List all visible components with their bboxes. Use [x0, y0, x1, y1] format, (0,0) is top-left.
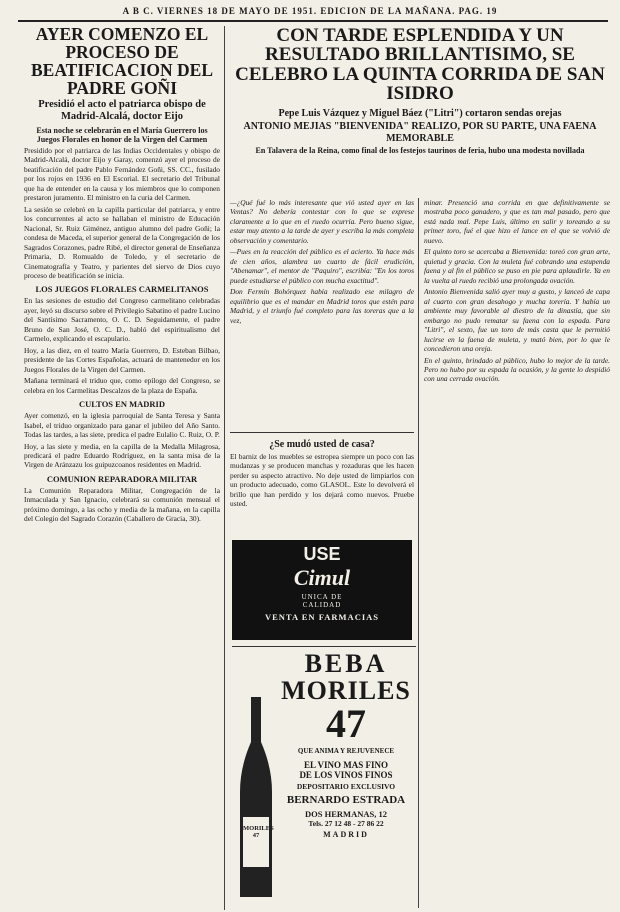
paragraph: La sesión se celebró en la capilla particular del patriarca, y entre los concurrentes al acto se hallaban el ministro de Educación Nacional, Sr. Ruiz Giménez, antiguo alumno del padre Goñi; la condesa de Maceda, el superior general de la Congregación de los Sagrados Corazones, padre Ribé, el director general de Enseñanza Primaria, D. Romualdo de Toledo, y el secretario de Cinematografía y Teatro, y parientes del siervo de Dios cuyo proceso de beatificación se inicia. [24, 204, 220, 280]
main-title-corrida: CON TARDE ESPLENDIDA Y UN RESULTADO BRILLANTISIMO, SE CELEBRO LA QUINTA CORRIDA DE SAN ISIDRO [235, 26, 605, 105]
page-header: A B C. VIERNES 18 DE MAYO DE 1951. EDICION DE LA MAÑANA. PAG. 19 [122, 6, 498, 16]
paragraph: Mañana terminará el triduo que, como epílogo del Congreso, se celebra en los Carmelitas Descalzos de la plaza de España. [24, 376, 220, 395]
middle-column-text [230, 198, 414, 428]
glasol-box-text: El barniz de los muebles se estropea siempre un poco con las mudanzas y se producen manchas y rozaduras que les hacen perder su aspecto atractivo. No deje usted de limpiarlos con un producto adecuado, como GLASOL. Este lo devolverá el brillo que han perdido y los dejará como nuevos. Pruebe usted. [230, 452, 414, 509]
ad-moriles-number: 47 [326, 701, 366, 747]
ad-cimul [232, 540, 412, 640]
paragraph: La Comunión Reparadora Militar, Congregación de la Inmaculada y San Ignacio, celebrará su comunión mensual el próximo domingo, a las ocho y media de la mañana, en la capilla del Colegio del Sagrado Corazón (Caballero de Gracia, 30). [24, 485, 220, 524]
main-subtitle-orejas: Pepe Luis Vázquez y Miguel Báez ("Litri") cortaron sendas orejas [278, 107, 562, 119]
right-column-text [424, 198, 610, 908]
section-heading-comunion: COMUNION REPARADORA MILITAR [46, 473, 198, 484]
ad-moriles-address: DOS HERMANAS, 12 [305, 809, 387, 820]
paragraph: El quinto toro se acercaba a Bienvenida: toreó con gran arte, quietud y gracia. Con la muleta fué cobrando una estupenda faena y al fin el público se puso en pie para aplaudirle. Ya en la vuelta al ruedo recibió una prolongada ovación. [424, 247, 610, 285]
ad-moriles-bottle [236, 697, 276, 902]
paragraph: —¿Qué fué lo más interesante que vió usted ayer en las Ventas? No debería contestar con lo que se exprese claramente a lo que en el ruedo ocurría. Pero bueno sigue, estar muy atento a la tarde de ayer y escriba la más completa observación y comentario. [230, 198, 414, 245]
ad-cimul-sale: VENTA EN FARMACIAS [264, 612, 380, 622]
main-header [230, 26, 610, 196]
section-heading-juegos: LOS JUEGOS FLORALES CARMELITANOS [35, 284, 209, 295]
paragraph: Presidido por el patriarca de las Indias Occidentales y obispo de Madrid-Alcalá, doctor Eijo y Garay, comenzó ayer el proceso de beatificación del padre Pablo Fernández Goñi, SS. CC., fusilado por los rojos en 1936 en El Escorial. El secretario del Tribunal que ha de entender en la causa y los miembros que lo componen prestaron juramento. El ministro en la curia del Carmen. [24, 145, 220, 203]
ad-moriles-line5: EL VINO MAS FINO [303, 760, 389, 771]
main-subtitle-talavera: En Talavera de la Reina, como final de los festejos taurinos de feria, hubo una modesta novillada [255, 146, 585, 155]
paragraph: Hoy, a las diez, en el teatro María Guerrero, D. Esteban Bilbao, presidente de las Cortes Españolas, actuará de mantenedor en los Juegos Florales de la Virgen del Carmen. [24, 345, 220, 374]
section-heading-cultos: CULTOS EN MADRID [79, 399, 165, 410]
ad-moriles-beba: BEBA [304, 649, 388, 678]
paragraph: Hoy, a las siete y media, en la capilla de la Medalla Milagrosa, predicará el padre Eduardo Rodríguez, en la santa misa de la Virgen de Aránzazu los guipuzcoanos residentes en Madrid. [24, 441, 220, 470]
paragraph: Ayer comenzó, en la iglesia parroquial de Santa Teresa y Santa Isabel, el triduo organizado para ganar el jubileo del Año Santo. Todas las tardes, a las siete, predica el padre Eulalio C. Ruiz, O. P. [24, 411, 220, 440]
ad-moriles-name: MORILES [281, 676, 411, 705]
glasol-box [230, 432, 414, 535]
ad-cimul-tagline1: UNICA DE [301, 593, 343, 601]
article-subtitle-goni: Presidió el acto el patriarca obispo de Madrid-Alcalá, doctor Eijo [38, 99, 206, 123]
ad-moriles-slogan: QUE ANIMA Y REJUVENECE [297, 747, 395, 756]
paragraph: —Pues en la reacción del público es el acierto. Ya hace más de cien años, alambra un cuarto de fácil erudición, "Abenamar", el mentor de "Paquiro", escribía: "En los toros puede estudiarse el público con mucha exactitud". [230, 247, 414, 285]
ad-moriles [232, 646, 416, 909]
ad-moriles-phones: Tels. 27 12 48 - 27 86 22 [308, 819, 384, 829]
paragraph: En el quinto, brindado al público, hubo lo mejor de la tarde. Pero no hubo por su espada la ocasión, y la gente lo despidió con una cerrada ovación. [424, 355, 610, 384]
ad-cimul-product: Cimul [293, 565, 351, 590]
header-rule [18, 20, 608, 22]
paragraph: Don Fermín Bohórquez había realizado ese milagro de equilibrio que es el mandar en Madrid toros que estén para Madrid, y el triunfo fué completo para las toreras que a la vez, [230, 287, 414, 325]
ad-cimul-brand: USE [303, 544, 341, 564]
ad-moriles-distributor: BERNARDO ESTRADA [286, 794, 406, 807]
ad-cimul-tagline2: CALIDAD [302, 601, 342, 609]
paragraph: Antonio Bienvenida salió ayer muy a gusto, y lanceó de capa al cuarto con gran desahogo y mucha torería. Y había un ambiente muy favorable al diestro de la dinastía, que sin embargo no pudo rematar su faena con la espada. Para "Litri", el sexto, fue un toro de más casta que le permitió lucirse en la faena de muleta, y mató bien, por lo que le concedieron una oreja. [424, 287, 610, 354]
ad-moriles-line7: DEPOSITARIO EXCLUSIVO [296, 782, 396, 792]
ad-moriles-city: MADRID [323, 830, 369, 840]
column-divider [418, 198, 419, 908]
bottle-icon [236, 697, 276, 902]
article-subtitle-juegos: Esta noche se celebrarán en el María Guerrero los Juegos Florales en honor de la Virgen del Carmen [36, 125, 208, 144]
left-column [24, 26, 220, 910]
column-divider [224, 26, 225, 910]
ad-moriles-bottle-label: MORILES 47 [243, 825, 274, 840]
ad-moriles-line6: DE LOS VINOS FINOS [299, 770, 393, 781]
main-subtitle-bienvenida: ANTONIO MEJIAS "BIENVENIDA" REALIZO, POR SU PARTE, UNA FAENA MEMORABLE [243, 121, 597, 144]
paragraph: minar. Presenció una corrida en que definitivamente se mostraba poco ganadero, y que es tan mal pasado, pero que está nada mal. Pepe Luis, último en salir y toreando a su primer toro, fué el que hizo el lance en el que se volvió de nuevo. [424, 198, 610, 245]
article-title-goni: AYER COMENZO EL PROCESO DE BEATIFICACION DEL PADRE GOÑI [31, 26, 213, 98]
paragraph: En las sesiones de estudio del Congreso carmelitano celebradas ayer, leyó su discurso sobre el Privilegio Sabatino el padre Lucino del Santísimo Sacramento, O. C. D. Seguidamente, el padre Bruno de San José, O. C. D., habló del espiritualismo del Carmelo, explicando el escapulario. [24, 296, 220, 344]
glasol-box-title: ¿Se mudó usted de casa? [269, 439, 375, 450]
